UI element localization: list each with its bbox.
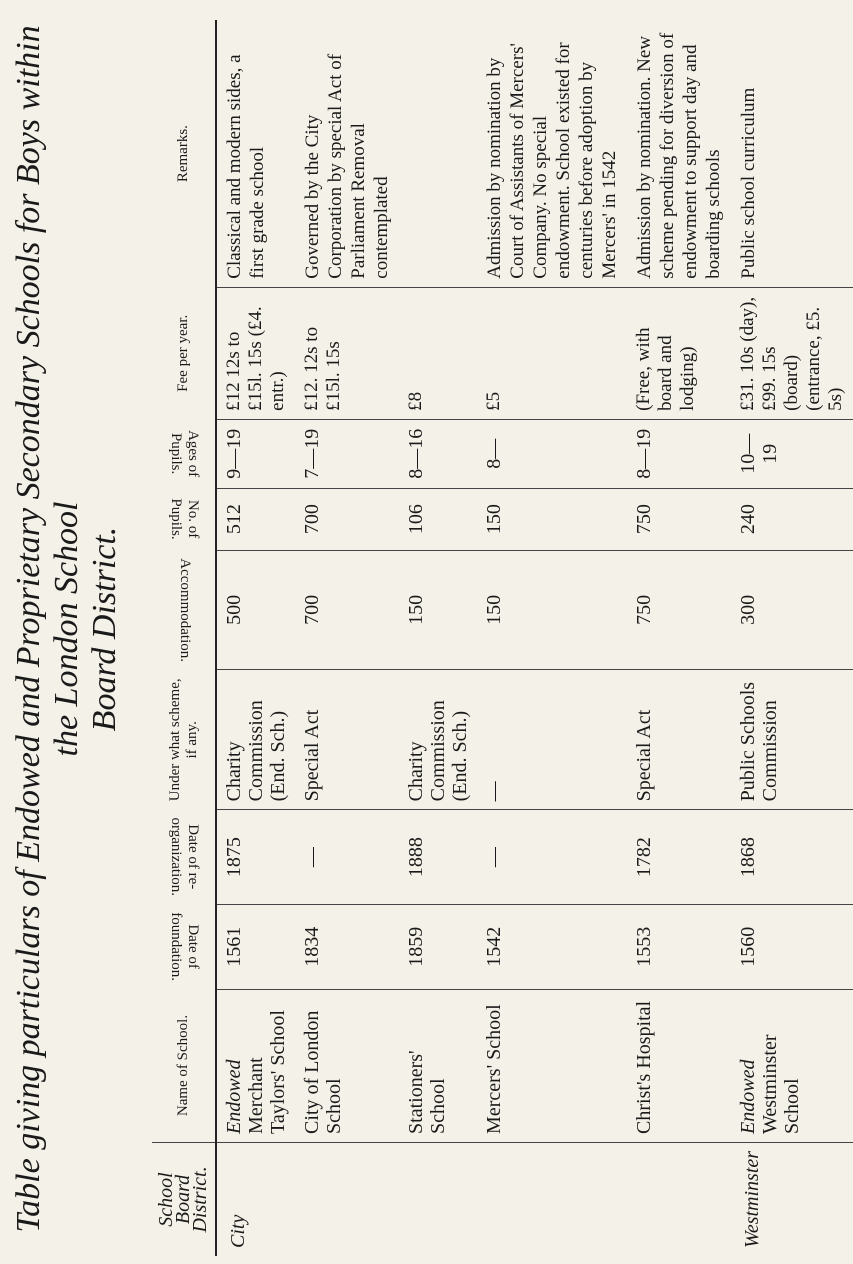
- pupils-cell: 150: [477, 488, 627, 550]
- header-fee: Fee per year.: [152, 287, 216, 419]
- reorganization-cell: 1888: [399, 810, 477, 904]
- school-name-cell: [295, 989, 399, 1142]
- ages-cell: 8—16: [399, 419, 477, 488]
- scheme-cell: Special Act: [295, 670, 399, 810]
- school-name: Westminster School: [759, 1034, 803, 1134]
- header-scheme: Under what scheme, if any.: [152, 670, 216, 810]
- endowed-marker: Endowed: [737, 1059, 759, 1134]
- foundation-cell: 1859: [399, 904, 477, 989]
- school-name: Christ's Hospital: [633, 1000, 655, 1134]
- scheme-cell: Special Act: [627, 670, 731, 810]
- accommodation-cell: 500: [216, 550, 295, 670]
- title-line-1: Table giving particulars of Endowed and Proprietary Secondary Schools for Boys within the London School: [10, 25, 85, 1233]
- fee-cell: £12. 12s to £15l. 15s: [295, 287, 399, 419]
- fee-cell: (Free, with board and lodging): [627, 287, 731, 419]
- district-cell: City: [216, 1142, 731, 1256]
- district-cell: Westminster: [731, 1142, 853, 1256]
- header-ages: Ages of Pupils.: [152, 419, 216, 488]
- header-name: Name of School.: [152, 989, 216, 1142]
- endowed-marker: Endowed: [223, 1059, 245, 1134]
- page-title: [10, 14, 124, 1244]
- reorganization-cell: —: [295, 810, 399, 904]
- pupils-cell: 106: [399, 488, 477, 550]
- remarks-cell: Admission by nomination by Court of Assistants of Mercers' Company. No special endowment. School existed for centuries before adoption by Mercers' in 1542: [477, 20, 627, 287]
- school-name: Stationers' School: [405, 1050, 449, 1134]
- foundation-cell: 1553: [627, 904, 731, 989]
- fee-cell: £31. 10s (day), £99. 15s (board) (entrance, £5. 5s): [731, 287, 853, 419]
- scheme-cell: —: [477, 670, 627, 810]
- table-row: [627, 20, 731, 1256]
- header-reorganization: Date of re-organization.: [152, 810, 216, 904]
- fee-cell: £5: [477, 287, 627, 419]
- reorganization-cell: 1868: [731, 810, 853, 904]
- table-row: [216, 20, 295, 1256]
- reorganization-cell: —: [477, 810, 627, 904]
- pupils-cell: 750: [627, 488, 731, 550]
- foundation-cell: 1561: [216, 904, 295, 989]
- title-line-2: Board District.: [86, 526, 123, 732]
- pupils-cell: 700: [295, 488, 399, 550]
- scheme-cell: Charity Commission (End. Sch.): [399, 670, 477, 810]
- school-name-cell: [731, 989, 853, 1142]
- ages-cell: 8—19: [627, 419, 731, 488]
- header-foundation: Date of foundation.: [152, 904, 216, 989]
- ages-cell: 10—19: [731, 419, 853, 488]
- header-pupils: No. of Pupils.: [152, 488, 216, 550]
- ages-cell: 7—19: [295, 419, 399, 488]
- pupils-cell: 512: [216, 488, 295, 550]
- reorganization-cell: 1875: [216, 810, 295, 904]
- scheme-cell: Public Schools Commission: [731, 670, 853, 810]
- accommodation-cell: 150: [477, 550, 627, 670]
- table-row: [295, 20, 399, 1256]
- header-remarks: Remarks.: [152, 20, 216, 287]
- school-name-cell: [399, 989, 477, 1142]
- ages-cell: 9—19: [216, 419, 295, 488]
- school-name: City of London School: [301, 1010, 345, 1134]
- accommodation-cell: 300: [731, 550, 853, 670]
- header-accommodation: Accommodation.: [152, 550, 216, 670]
- school-name-cell: [216, 989, 295, 1142]
- table-row: [477, 20, 627, 1256]
- remarks-cell: Classical and modern sides, a first grade school: [216, 20, 295, 287]
- reorganization-cell: 1782: [627, 810, 731, 904]
- table-row: [399, 20, 477, 1256]
- fee-cell: £8: [399, 287, 477, 419]
- school-name: Merchant Taylors' School: [245, 1010, 289, 1134]
- foundation-cell: 1542: [477, 904, 627, 989]
- foundation-cell: 1560: [731, 904, 853, 989]
- foundation-cell: 1834: [295, 904, 399, 989]
- remarks-cell: Governed by the City Corporation by special Act of Parliament Removal contemplated: [295, 20, 399, 287]
- remarks-cell: Public school curriculum: [731, 20, 853, 287]
- accommodation-cell: 700: [295, 550, 399, 670]
- header-district: School Board District.: [152, 1142, 216, 1256]
- remarks-cell: Admission by nomination. New scheme pending for diversion of endowment to support day and boarding schools: [627, 20, 731, 287]
- school-name: Mercers' School: [483, 1004, 505, 1134]
- scheme-cell: Charity Commission (End. Sch.): [216, 670, 295, 810]
- school-name-cell: [477, 989, 627, 1142]
- remarks-cell: [399, 20, 477, 287]
- school-name-cell: [627, 989, 731, 1142]
- accommodation-cell: 150: [399, 550, 477, 670]
- pupils-cell: 240: [731, 488, 853, 550]
- fee-cell: £12 12s to £15l. 15s (£4. entr.): [216, 287, 295, 419]
- header-row: [152, 20, 216, 1256]
- accommodation-cell: 750: [627, 550, 731, 670]
- ages-cell: 8—: [477, 419, 627, 488]
- table-row: [731, 20, 853, 1256]
- schools-table: [152, 20, 853, 1256]
